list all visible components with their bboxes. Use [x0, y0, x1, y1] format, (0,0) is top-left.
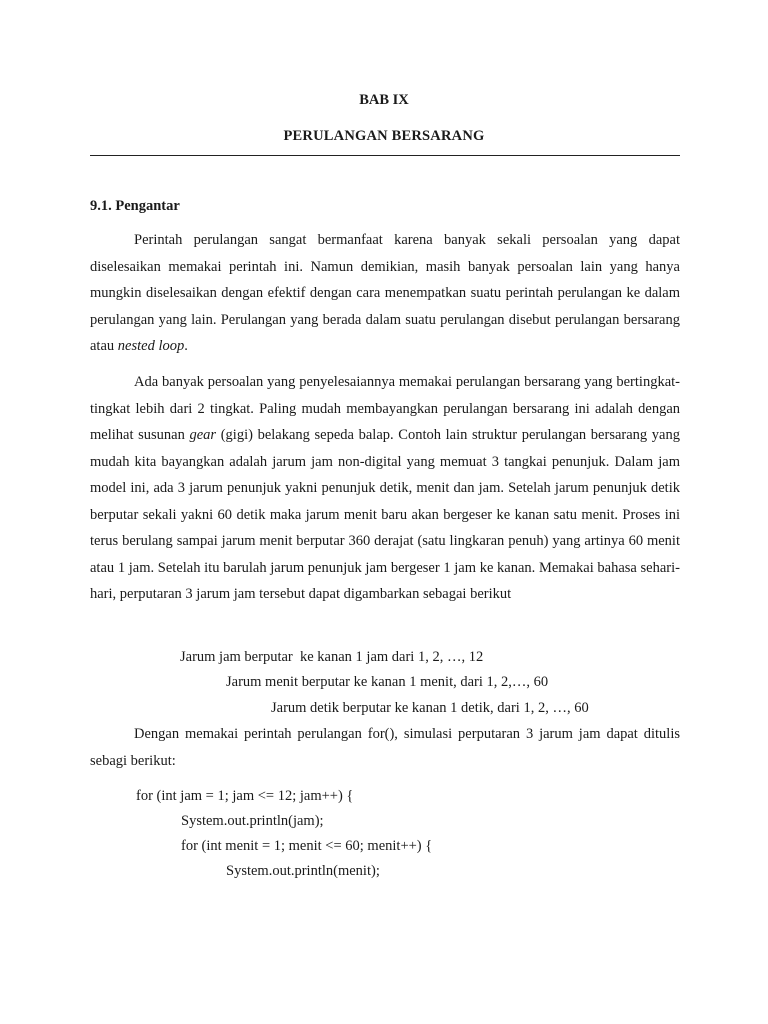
paragraph-text: Perintah perulangan sangat bermanfaat karena banyak sekali persoalan yang dapat diselesaikan memakai perintah ini. Namun demikian, masih banyak persoalan lain yang hanya mungkin diselesaikan dengan efektif dengan cara menempatkan suatu perintah perulangan ke dalam perulangan yang lain. Perulangan yang berada dalam suatu perulangan disebut perulangan bersarang atau [90, 232, 680, 354]
emphasis-term: gear [189, 427, 217, 443]
code-line: System.out.println(menit); [226, 863, 380, 879]
clock-line-minute: Jarum menit berputar ke kanan 1 menit, dari 1, 2,…, 60 [226, 674, 549, 690]
paragraph-text: Ada banyak persoalan yang penyelesaiannya memakai perulangan bersarang yang bertingkat-tingkat lebih dari 2 tingkat. Paling mudah membayangkan perulangan bersarang ini adalah dengan melihat susunan [90, 374, 680, 443]
clock-line-second: Jarum detik berputar ke kanan 1 detik, dari 1, 2, …, 60 [271, 700, 589, 716]
chapter-label: BAB IX [359, 92, 409, 108]
paragraph-code-intro: Dengan memakai perintah perulangan for(), simulasi perputaran 3 jarum jam dapat ditulis sebagi berikut: [90, 726, 680, 769]
section-heading: 9.1. Pengantar [90, 198, 180, 214]
paragraph-text: (gigi) belakang sepeda balap. Contoh lain struktur perulangan bersarang yang mudah kita bayangkan adalah jarum jam non-digital yang memuat 3 tangkai penunjuk. Dalam jam model ini, ada 3 jarum penunjuk yakni penunjuk detik, menit dan jam. Setelah jarum penunjuk detik berputar sekali yakni 60 detik maka jarum menit baru akan bergeser ke kanan satu menit. Proses ini terus berulang sampai jarum menit berputar 360 derajat (satu lingkaran penuh) yang artinya 60 menit atau 1 jam. Setelah itu barulah jarum penunjuk jam bergeser 1 jam ke kanan. Memakai bahasa sehari-hari, perputaran 3 jarum jam tersebut dapat digambarkan sebagai berikut [90, 427, 680, 602]
code-line: System.out.println(jam); [181, 813, 324, 829]
emphasis-term: nested loop [117, 338, 185, 354]
clock-line-hour: Jarum jam berputar ke kanan 1 jam dari 1, 2, …, 12 [180, 649, 484, 665]
code-line: for (int jam = 1; jam <= 12; jam++) { [136, 788, 354, 804]
title-divider [90, 155, 680, 156]
paragraph-clock-analogy [90, 369, 680, 608]
paragraph-text: . [184, 338, 188, 354]
paragraph-intro [90, 227, 680, 360]
code-line: for (int menit = 1; menit <= 60; menit++) { [181, 838, 433, 854]
chapter-title: PERULANGAN BERSARANG [283, 128, 485, 144]
